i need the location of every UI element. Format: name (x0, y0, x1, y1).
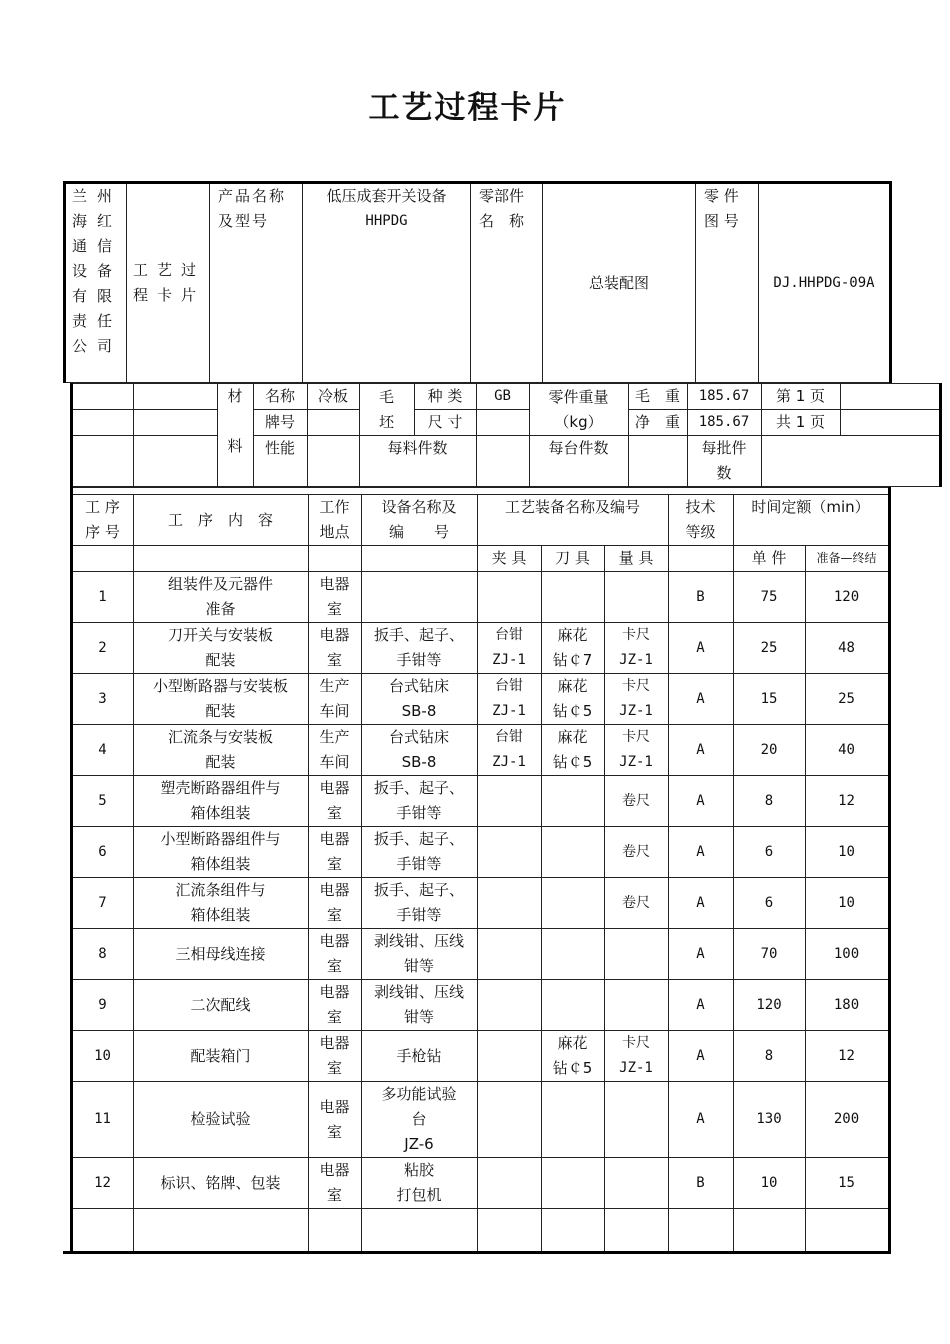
step-equipment-line: SB-8 (401, 753, 437, 771)
step-grade: A (668, 878, 733, 929)
process-step-row (63, 1158, 889, 1209)
step-unit-time: 15 (733, 674, 805, 725)
step-equipment (361, 878, 477, 929)
step-unit-time: 8 (733, 1031, 805, 1082)
step-content-line: 标识、铭牌、包装 (160, 1173, 281, 1192)
step-equipment (361, 1158, 477, 1209)
gauge-header: 量 具 (604, 546, 668, 572)
step-place (308, 980, 361, 1031)
step-content-line: 塑壳断路器组件与 (160, 779, 281, 797)
step-equipment-line: 手钳等 (396, 651, 442, 669)
step-unit-time: 6 (733, 827, 805, 878)
step-content-line: 组装件及元器件 (167, 575, 273, 593)
header-table (63, 181, 892, 383)
step-content-line: 箱体组装 (190, 804, 251, 822)
material-label: 材 料 (217, 384, 253, 487)
step-cutter (541, 572, 604, 623)
step-content-line: 配装箱门 (190, 1046, 251, 1065)
step-cutter (541, 827, 604, 878)
step-clamp (477, 980, 541, 1031)
step-gauge (604, 776, 668, 827)
step-prep-time: 12 (805, 776, 889, 827)
step-clamp-line: ZJ-1 (492, 754, 526, 770)
step-equipment-line: 手钳等 (396, 855, 442, 873)
step-gauge-line: JZ-1 (619, 754, 653, 770)
material-name-value: 冷板 (307, 384, 359, 410)
step-place (308, 572, 361, 623)
step-clamp (477, 725, 541, 776)
clamp-header: 夹 具 (477, 546, 541, 572)
process-step-row (63, 878, 889, 929)
step-gauge-line: 卷尺 (622, 792, 650, 809)
process-step-row (63, 1031, 889, 1082)
step-content (133, 776, 308, 827)
step-prep-time: 200 (805, 1082, 889, 1158)
step-content (133, 878, 308, 929)
step-number: 4 (71, 725, 133, 776)
cutter-header: 刀 具 (541, 546, 604, 572)
step-place (308, 1031, 361, 1082)
step-cutter-line: 钻￠5 (552, 753, 593, 771)
size-label: 尺 寸 (414, 410, 476, 436)
page-total: 共 1 页 (761, 410, 840, 436)
step-equipment-line: SB-8 (401, 702, 437, 720)
step-clamp-line: ZJ-1 (492, 652, 526, 668)
step-number: 2 (71, 623, 133, 674)
step-equipment-line: 扳手、起子、 (373, 881, 464, 899)
brand-label: 牌号 (253, 410, 307, 436)
page-number: 第 1 页 (761, 384, 840, 410)
step-prep-time: 100 (805, 929, 889, 980)
step-cutter-line: 麻花 (557, 626, 588, 644)
step-place-line: 室 (326, 1008, 342, 1026)
step-equipment-line: 打包机 (396, 1186, 442, 1204)
step-equipment (361, 776, 477, 827)
step-gauge-line: 卡尺 (622, 1035, 650, 1051)
step-equipment (361, 1031, 477, 1082)
step-place-line: 电器 (319, 1161, 350, 1179)
step-equipment-line: 剥线钳、压线 (373, 932, 464, 950)
step-cutter (541, 1158, 604, 1209)
step-gauge (604, 572, 668, 623)
card-type-label: 工艺过程卡片 (127, 183, 210, 383)
step-content-line: 配装 (205, 753, 236, 771)
grade-header: 技术 等级 (668, 495, 733, 546)
step-clamp (477, 1031, 541, 1082)
step-place-line: 车间 (319, 702, 350, 720)
step-place-line: 车间 (319, 753, 350, 771)
step-cutter (541, 776, 604, 827)
process-table (63, 487, 891, 1254)
step-gauge (604, 827, 668, 878)
step-equipment-line: 扳手、起子、 (373, 626, 464, 644)
product-model: HHPDG (365, 213, 408, 229)
weight-label: 零件重量 （kg） (529, 384, 628, 436)
step-equipment-line: 钳等 (403, 1008, 434, 1026)
step-clamp-line: 台钳 (495, 678, 523, 694)
step-grade: A (668, 980, 733, 1031)
step-content-line: 检验试验 (190, 1110, 251, 1128)
material-name-label: 名称 (253, 384, 307, 410)
step-gauge-line: 卡尺 (622, 729, 650, 745)
step-place-line: 室 (326, 957, 342, 975)
step-number: 5 (71, 776, 133, 827)
step-gauge (604, 1082, 668, 1158)
step-clamp-line: 台钳 (495, 729, 523, 745)
step-cutter-line: 麻花 (557, 1034, 588, 1052)
drawing-label: 零 件 图 号 (696, 183, 759, 383)
kind-label: 种 类 (414, 384, 476, 410)
step-equipment (361, 929, 477, 980)
process-step-row (63, 929, 889, 980)
step-cutter (541, 878, 604, 929)
step-content-line: 汇流条与安装板 (167, 728, 273, 746)
step-place (308, 929, 361, 980)
step-place (308, 623, 361, 674)
step-place-line: 室 (326, 1186, 342, 1204)
step-equipment-line: 手枪钻 (396, 1046, 442, 1065)
step-content (133, 572, 308, 623)
step-cutter (541, 1031, 604, 1082)
step-content-line: 汇流条组件与 (175, 881, 266, 899)
performance-label: 性能 (253, 436, 307, 487)
process-card-sheet (63, 181, 889, 1254)
step-equipment (361, 623, 477, 674)
step-equipment-line: 台 (411, 1110, 427, 1128)
step-cutter-line: 钻￠5 (552, 1059, 593, 1077)
step-clamp (477, 623, 541, 674)
tooling-header: 工艺装备名称及编号 (477, 495, 668, 546)
step-equipment (361, 827, 477, 878)
step-place-line: 电器 (319, 626, 350, 644)
step-prep-time: 48 (805, 623, 889, 674)
step-content-line: 箱体组装 (190, 855, 251, 873)
step-equipment-line: 手钳等 (396, 906, 442, 924)
step-place-line: 室 (326, 1122, 342, 1141)
step-place-line: 电器 (319, 983, 350, 1001)
step-content (133, 1082, 308, 1158)
document-title: 工艺过程卡片 (368, 90, 567, 126)
step-cutter (541, 929, 604, 980)
step-place-line: 室 (326, 1059, 342, 1077)
step-place (308, 725, 361, 776)
step-gauge-line: 卷尺 (622, 894, 650, 911)
step-place (308, 1158, 361, 1209)
step-content-line: 配装 (205, 651, 236, 669)
step-cutter-line: 麻花 (557, 728, 588, 746)
process-step-row (63, 980, 889, 1031)
step-gauge (604, 623, 668, 674)
unit-time-header: 单 件 (733, 546, 805, 572)
step-content (133, 827, 308, 878)
step-content-line: 箱体组装 (190, 906, 251, 924)
step-place-line: 电器 (319, 881, 350, 899)
step-unit-time: 10 (733, 1158, 805, 1209)
step-content-line: 小型断路器与安装板 (152, 677, 288, 695)
step-gauge-line: JZ-1 (619, 1060, 653, 1076)
step-equipment-line: 手钳等 (396, 804, 442, 822)
step-content (133, 929, 308, 980)
company-name: 兰州海红通信设备有限责任公司 (65, 183, 127, 383)
step-equipment-line: 台式钻床 (388, 728, 449, 746)
step-place-line: 电器 (319, 575, 350, 593)
step-equipment-line: 台式钻床 (388, 677, 449, 695)
step-gauge (604, 929, 668, 980)
step-gauge-line: 卷尺 (622, 843, 650, 860)
process-step-row (63, 572, 889, 623)
step-clamp (477, 1158, 541, 1209)
process-step-row (63, 674, 889, 725)
content-header: 工 序 内 容 (133, 495, 308, 546)
step-grade: B (668, 572, 733, 623)
step-cutter (541, 1082, 604, 1158)
part-label: 零部件 名 称 (471, 183, 543, 383)
step-place-line: 生产 (319, 728, 350, 746)
step-unit-time: 130 (733, 1082, 805, 1158)
process-step-row (63, 776, 889, 827)
step-content (133, 674, 308, 725)
step-prep-time: 40 (805, 725, 889, 776)
step-grade: B (668, 1158, 733, 1209)
product-label: 产品名称及型号 (210, 183, 303, 383)
step-place-line: 生产 (319, 677, 350, 695)
step-clamp (477, 1082, 541, 1158)
kind-value: GB (476, 384, 529, 410)
step-place-line: 电器 (319, 830, 350, 848)
step-place-line: 电器 (319, 932, 350, 950)
step-gauge-line: JZ-1 (619, 652, 653, 668)
step-equipment (361, 674, 477, 725)
step-grade: A (668, 674, 733, 725)
step-content (133, 725, 308, 776)
step-content-line: 刀开关与安装板 (167, 626, 273, 644)
step-grade: A (668, 776, 733, 827)
step-unit-time: 70 (733, 929, 805, 980)
drawing-number: DJ.HHPDG-09A (759, 183, 891, 383)
per-unit-label: 每台件数 (529, 436, 628, 487)
step-prep-time: 25 (805, 674, 889, 725)
step-equipment-line: 钳等 (403, 957, 434, 975)
step-place (308, 878, 361, 929)
step-equipment (361, 1082, 477, 1158)
process-step-row (63, 725, 889, 776)
prep-time-header: 准备—终结 (805, 546, 889, 572)
material-table (63, 383, 942, 487)
step-number: 12 (71, 1158, 133, 1209)
process-step-row (63, 1082, 889, 1158)
step-place-line: 室 (326, 906, 342, 924)
per-batch-label: 每批件 数 (687, 436, 761, 487)
step-place-line: 电器 (319, 779, 350, 797)
net-label: 净 重 (628, 410, 687, 436)
step-place-line: 电器 (319, 1097, 350, 1116)
step-gauge (604, 1158, 668, 1209)
step-number: 11 (71, 1082, 133, 1158)
step-equipment-line: 多功能试验 (381, 1085, 457, 1103)
step-content-line: 准备 (205, 600, 236, 618)
step-equipment (361, 980, 477, 1031)
step-number: 1 (71, 572, 133, 623)
step-unit-time: 6 (733, 878, 805, 929)
step-prep-time: 10 (805, 827, 889, 878)
step-content-line: 三相母线连接 (175, 944, 266, 963)
step-equipment-line: JZ-6 (404, 1135, 434, 1153)
step-grade: A (668, 929, 733, 980)
step-clamp (477, 878, 541, 929)
step-place (308, 674, 361, 725)
step-grade: A (668, 623, 733, 674)
gross-label: 毛 重 (628, 384, 687, 410)
step-content-line: 二次配线 (190, 995, 251, 1014)
step-equipment-line: 扳手、起子、 (373, 779, 464, 797)
step-unit-time: 75 (733, 572, 805, 623)
step-equipment (361, 572, 477, 623)
step-gauge (604, 980, 668, 1031)
step-gauge-line: 卡尺 (622, 627, 650, 643)
step-clamp-line: ZJ-1 (492, 703, 526, 719)
step-number: 10 (71, 1031, 133, 1082)
step-number: 3 (71, 674, 133, 725)
step-cutter (541, 725, 604, 776)
step-grade: A (668, 725, 733, 776)
step-clamp (477, 674, 541, 725)
step-gauge (604, 878, 668, 929)
step-prep-time: 180 (805, 980, 889, 1031)
step-cutter-line: 麻花 (557, 677, 588, 695)
step-cutter-line: 钻￠7 (552, 651, 593, 669)
step-place-line: 室 (326, 804, 342, 822)
step-grade: A (668, 827, 733, 878)
step-gauge-line: 卡尺 (622, 678, 650, 694)
step-cutter (541, 980, 604, 1031)
step-number: 6 (71, 827, 133, 878)
process-step-row (63, 623, 889, 674)
per-material-label: 每料件数 (359, 436, 476, 487)
time-header: 时间定额（min） (733, 495, 889, 546)
process-step-row (63, 827, 889, 878)
step-content (133, 1031, 308, 1082)
product-cell (303, 183, 471, 383)
step-content (133, 623, 308, 674)
step-number: 8 (71, 929, 133, 980)
step-gauge-line: JZ-1 (619, 703, 653, 719)
step-prep-time: 120 (805, 572, 889, 623)
step-clamp (477, 572, 541, 623)
step-place (308, 776, 361, 827)
step-content-line: 配装 (205, 702, 236, 720)
part-name: 总装配图 (543, 183, 696, 383)
product-name: 低压成套开关设备 (326, 187, 447, 205)
step-gauge (604, 1031, 668, 1082)
step-clamp (477, 776, 541, 827)
step-cutter-line: 钻￠5 (552, 702, 593, 720)
step-content (133, 1158, 308, 1209)
step-prep-time: 12 (805, 1031, 889, 1082)
step-equipment-line: 剥线钳、压线 (373, 983, 464, 1001)
step-prep-time: 15 (805, 1158, 889, 1209)
step-cutter (541, 623, 604, 674)
step-unit-time: 120 (733, 980, 805, 1031)
step-number: 7 (71, 878, 133, 929)
blank-label: 毛 坯 (359, 384, 414, 436)
step-content-line: 小型断路器组件与 (160, 830, 281, 848)
step-number: 9 (71, 980, 133, 1031)
step-grade: A (668, 1031, 733, 1082)
step-gauge (604, 674, 668, 725)
step-unit-time: 25 (733, 623, 805, 674)
step-equipment-line: 扳手、起子、 (373, 830, 464, 848)
step-gauge (604, 725, 668, 776)
step-cutter (541, 674, 604, 725)
step-grade: A (668, 1082, 733, 1158)
step-content (133, 980, 308, 1031)
step-unit-time: 8 (733, 776, 805, 827)
step-equipment-line: 粘胶 (403, 1161, 434, 1179)
step-clamp-line: 台钳 (495, 627, 523, 643)
step-place-line: 室 (326, 855, 342, 873)
gross-value: 185.67 (687, 384, 761, 410)
step-place-line: 电器 (319, 1034, 350, 1052)
net-value: 185.67 (687, 410, 761, 436)
place-header: 工作 地点 (308, 495, 361, 546)
equipment-header: 设备名称及 编 号 (361, 495, 477, 546)
step-prep-time: 10 (805, 878, 889, 929)
step-clamp (477, 929, 541, 980)
step-clamp (477, 827, 541, 878)
step-place (308, 1082, 361, 1158)
step-place (308, 827, 361, 878)
step-place-line: 室 (326, 651, 342, 669)
empty-row (63, 1209, 889, 1253)
step-unit-time: 20 (733, 725, 805, 776)
step-place-line: 室 (326, 600, 342, 618)
seq-header: 工 序 序 号 (71, 495, 133, 546)
step-equipment (361, 725, 477, 776)
